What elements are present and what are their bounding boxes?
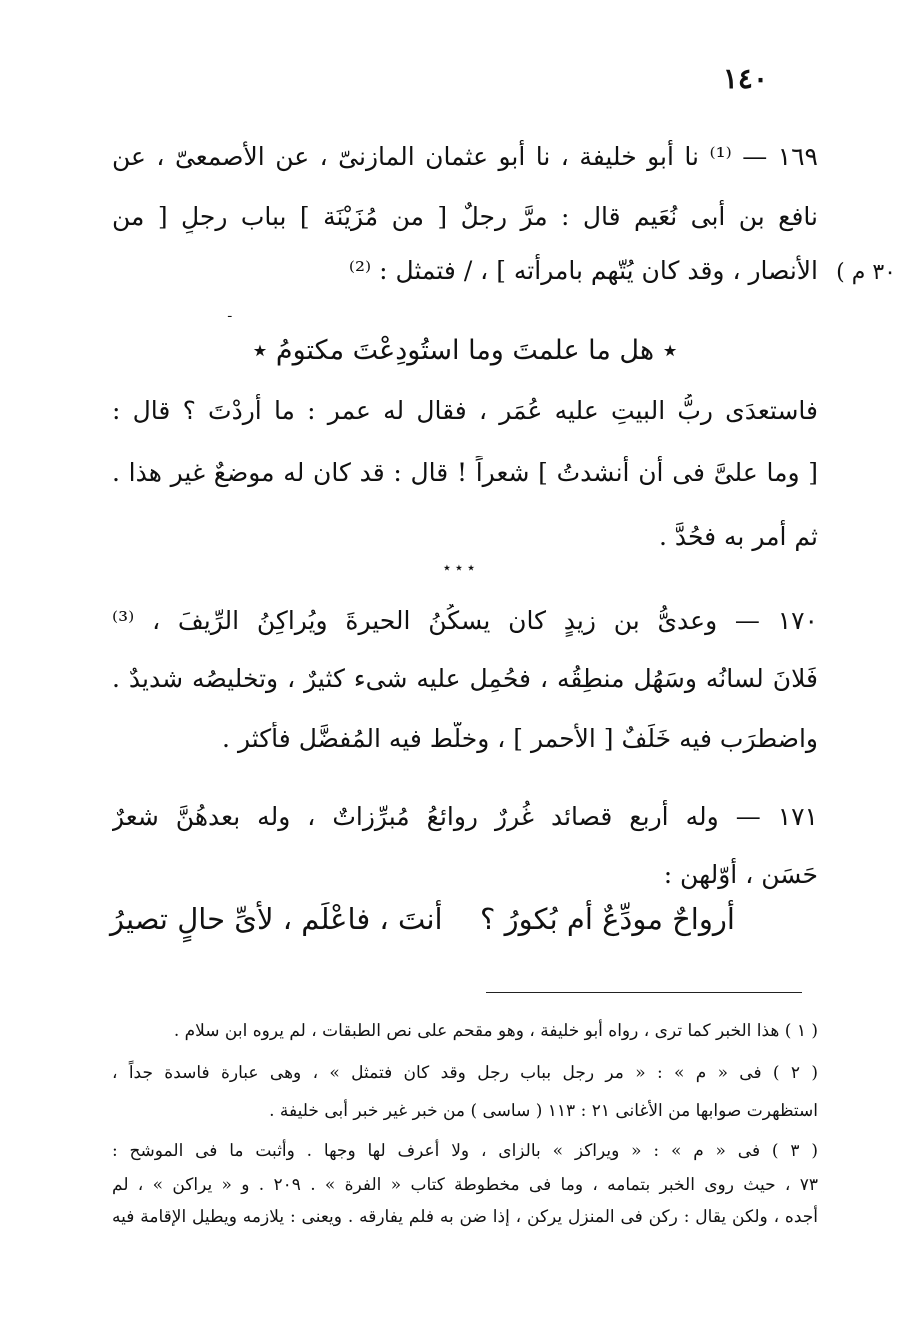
footnote-2-line-2: استظهرت صوابها من الأغانى ٢١ : ١١٣ ( ساسى ) من خبر غير خبر أبى خليفة . — [269, 1101, 818, 1121]
stray-mark: ـ — [228, 306, 232, 320]
footnote-3-line-1: ( ٣ ) فى « م » : « ويراكز » بالزاى ، ولا أعرف لها وجها . وأثبت ما فى الموشح : — [112, 1141, 818, 1161]
page-number: ١٤٠ — [722, 62, 768, 95]
footnote-2-line-1: ( ٢ ) فى « م » : « مر رجل بباب رجل وقد كان فتمثل » ، وهى عبارة فاسدة جداً ، — [112, 1063, 818, 1083]
section-separator: ٭ ٭ ٭ — [443, 560, 475, 576]
verse-first-hemistich: أرواحٌ مودِّعٌ أم بُكورُ ؟ — [480, 902, 735, 936]
text-line-10: ١٧١ — وله أربع قصائد غُررٌ روائعُ مُبرِّزاتٌ ، وله بعدهُنَّ شعرٌ — [112, 802, 818, 831]
text-line-2: نافع بن أبى نُعَيم قال : مرَّ رجلٌ [ من مُزَيْنَة ] بباب رجلٍ [ من — [112, 202, 818, 231]
text-line-6: ثم أمر به فحُدَّ . — [658, 522, 818, 551]
text-line-11: حَسَن ، أوّلهن : — [663, 860, 818, 889]
text-line-9: واضطرَب فيه خَلَفٌ [ الأحمر ] ، وخلَّط فيه المُفضَّل فأكثر . — [222, 724, 818, 753]
footnote-3-line-2: ٧٣ ، حيث روى الخبر بتمامه ، وما فى مخطوطة كتاب « الفرة » . ٢٠٩ . و « يراكن » ، لم — [112, 1175, 818, 1195]
text-line-4: فاستعدَى ربُّ البيتِ عليه عُمَر ، فقال له عمر : ما أردْتَ ؟ قال : — [112, 396, 818, 425]
footnote-3-line-3: أجده ، ولكن يقال : ركن فى المنزل يركن ، إذا ضن به فلم يفارقه . ويعنى : يلازمه ويطيل الإقامة فيه — [112, 1207, 818, 1227]
verse-second-hemistich: أنتَ ، فاعْلَم ، لأىِّ حالٍ تصيرُ — [110, 902, 443, 936]
text-line-7: ١٧٠ — وعدىُّ بن زيدٍ كان يسكُنُ الحيرةَ ويُراكِنُ الرِّيفَ ، ⁽³⁾ — [112, 606, 818, 635]
text-line-8: فَلانَ لسانُه وسَهُل منطِقُه ، فحُمِل عليه شىء كثيرٌ ، وتخليصُه شديدٌ . — [112, 664, 818, 693]
text-line-5: [ وما علىَّ فى أن أنشدتُ ] شعراً ! قال : قد كان له موضعٌ غير هذا . — [112, 458, 818, 487]
footnote-1: ( ١ ) هذا الخبر كما ترى ، رواه أبو خليفة ، وهو مقحم على نص الطبقات ، لم يروه ابن سلام . — [173, 1021, 818, 1041]
verse-quote: ٭ هل ما علمتَ وما استُودِعْتَ مكتومُ ٭ — [252, 335, 678, 366]
footnote-divider — [486, 992, 802, 993]
margin-note: ٣٠ م ) — [836, 260, 896, 285]
text-line-1: ١٦٩ — ⁽¹⁾ نا أبو خليفة ، نا أبو عثمان المازنىّ ، عن الأصمعىّ ، عن — [112, 142, 818, 171]
text-line-3: الأنصار ، وقد كان يُتّهم بامرأته ] ، / فتمثل : ⁽²⁾ — [348, 256, 818, 285]
